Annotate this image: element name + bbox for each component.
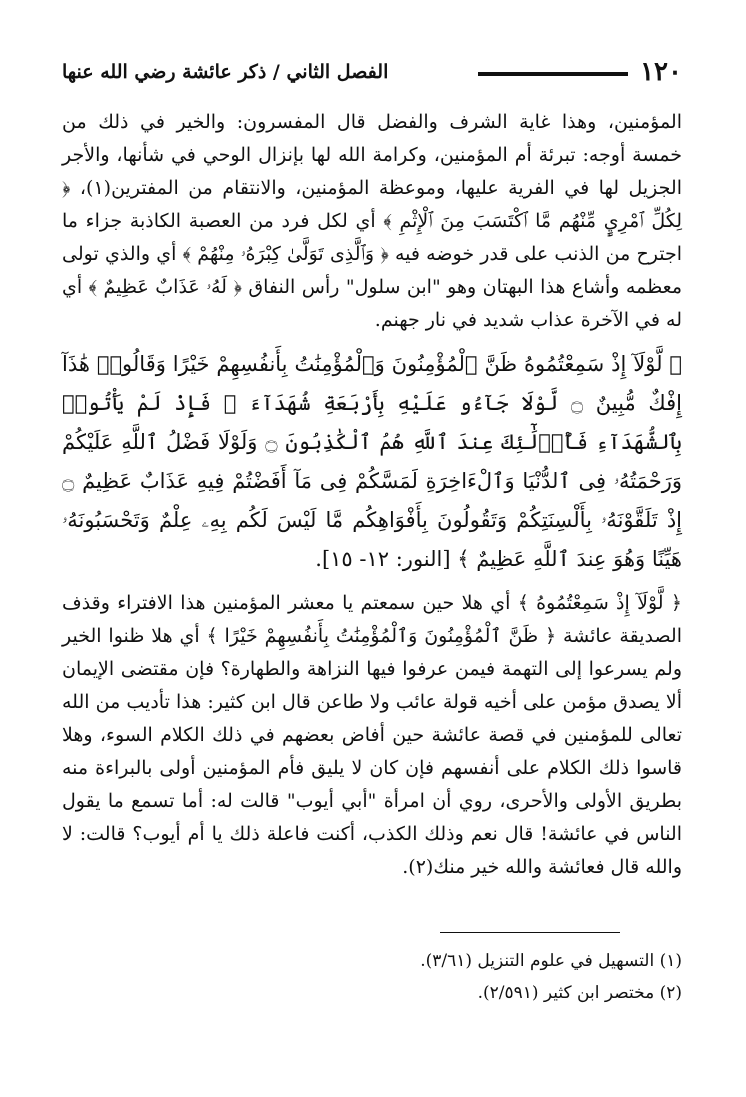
header-rule — [478, 72, 628, 76]
footnotes — [62, 945, 682, 1009]
body-text — [62, 106, 682, 884]
paragraph-1: المؤمنين، وهذا غاية الشرف والفضل قال المفسرون: والخير في ذلك من خمسة أوجه: تبرئة أم المؤمنين، وكرامة الله لها بإنزال الوحي في شأنها، والأجر الجزيل لها في الفرية عليها، وموعظة المؤمنين، والانتقام من المفترين(١)، ﴿ لِكُلِّ ٱمْرِيٍٕ مِّنْهُم مَّا ٱكْتَسَبَ مِنَ ٱلْإِثْمِ ﴾ أي لكل فرد من العصبة الكاذبة جزاء ما اجترح من الذنب على قدر خوضه فيه ﴿ وَٱلَّذِى تَوَلَّىٰ كِبْرَهُۥ مِنْهُمْ ﴾ أي والذي تولى معظمه وأشاع هذا البهتان وهو "ابن سلول" رأس النفاق ﴿ لَهُۥ عَذَابٌ عَظِيمٌ ﴾ أي له في الآخرة عذاب شديد في نار جهنم. — [62, 111, 682, 331]
page-header — [62, 52, 682, 92]
book-page — [62, 52, 682, 892]
page-number: ١٢٠ — [640, 57, 682, 87]
running-title: الفصل الثاني / ذكر عائشة رضي الله عنها — [62, 61, 389, 83]
quran-block: ﴿ لَّوْلَآ إِذْ سَمِعْتُمُوهُ ظَنَّ ٱلْمُؤْمِنُونَ وَٱلْمُؤْمِنَٰتُ بِأَنفُسِهِمْ خَيْرًا وَقَالُوا۟ هَٰذَآ إِفْكٌ مُّبِينٌ ۝ لَّوْلَا جَآءُو عَلَيْهِ بِأَرْبَعَةِ شُهَدَآءَ ۚ فَإِذْ لَمْ يَأْتُوا۟ بِٱلشُّهَدَآءِ فَأُو۟لَٰٓئِكَ عِندَ ٱللَّهِ هُمُ ٱلْكَٰذِبُونَ ۝ وَلَوْلَا فَضْلُ ٱللَّهِ عَلَيْكُمْ وَرَحْمَتُهُۥ فِى ٱلدُّنْيَا وَٱلْءَاخِرَةِ لَمَسَّكُمْ فِى مَآ أَفَضْتُمْ فِيهِ عَذَابٌ عَظِيمٌ ۝ إِذْ تَلَقَّوْنَهُۥ بِأَلْسِنَتِكُمْ وَتَقُولُونَ بِأَفْوَاهِكُم مَّا لَيْسَ لَكُم بِهِۦ عِلْمٌ وَتَحْسَبُونَهُۥ هَيِّنًا وَهُوَ عِندَ ٱللَّهِ عَظِيمٌ ﴾ [النور: ١٢- ١٥]. — [62, 352, 683, 571]
footnote-rule — [440, 932, 620, 933]
footnote-1: (١) التسهيل في علوم التنزيل (٣/٦١). — [420, 951, 682, 971]
paragraph-2: ﴿ لَّوْلَآ إِذْ سَمِعْتُمُوهُ ﴾ أي هلا حين سمعتم يا معشر المؤمنين هذا الافتراء وقذف الصديقة عائشة ﴿ ظَنَّ ٱلْمُؤْمِنُونَ وَٱلْمُؤْمِنَٰتُ بِأَنفُسِهِمْ خَيْرًا ﴾ أي هلا ظنوا الخير ولم يسرعوا إلى التهمة فيمن عرفوا فيها النزاهة والطهارة؟ فإن مقتضى الإيمان ألا يصدق مؤمن على أخيه قولة عائب ولا طاعن قال ابن كثير: هذا تأديب من الله تعالى للمؤمنين في قصة عائشة حين أفاض بعضهم في ذلك الكلام السوء، وهلا قاسوا ذلك الكلام على أنفسهم فإن كان لا يليق فأم المؤمنين أولى بالبراءة منه بطريق الأولى والأحرى، روي أن امرأة "أبي أيوب" قالت له: أما تسمع ما يقول الناس في عائشة! قال نعم وذلك الكذب، أكنت فاعلة ذلك يا أم أيوب؟ قالت: لا والله قال فعائشة والله خير منك(٢). — [62, 592, 682, 878]
footnote-2: (٢) مختصر ابن كثير (٢/٥٩١). — [477, 983, 682, 1003]
